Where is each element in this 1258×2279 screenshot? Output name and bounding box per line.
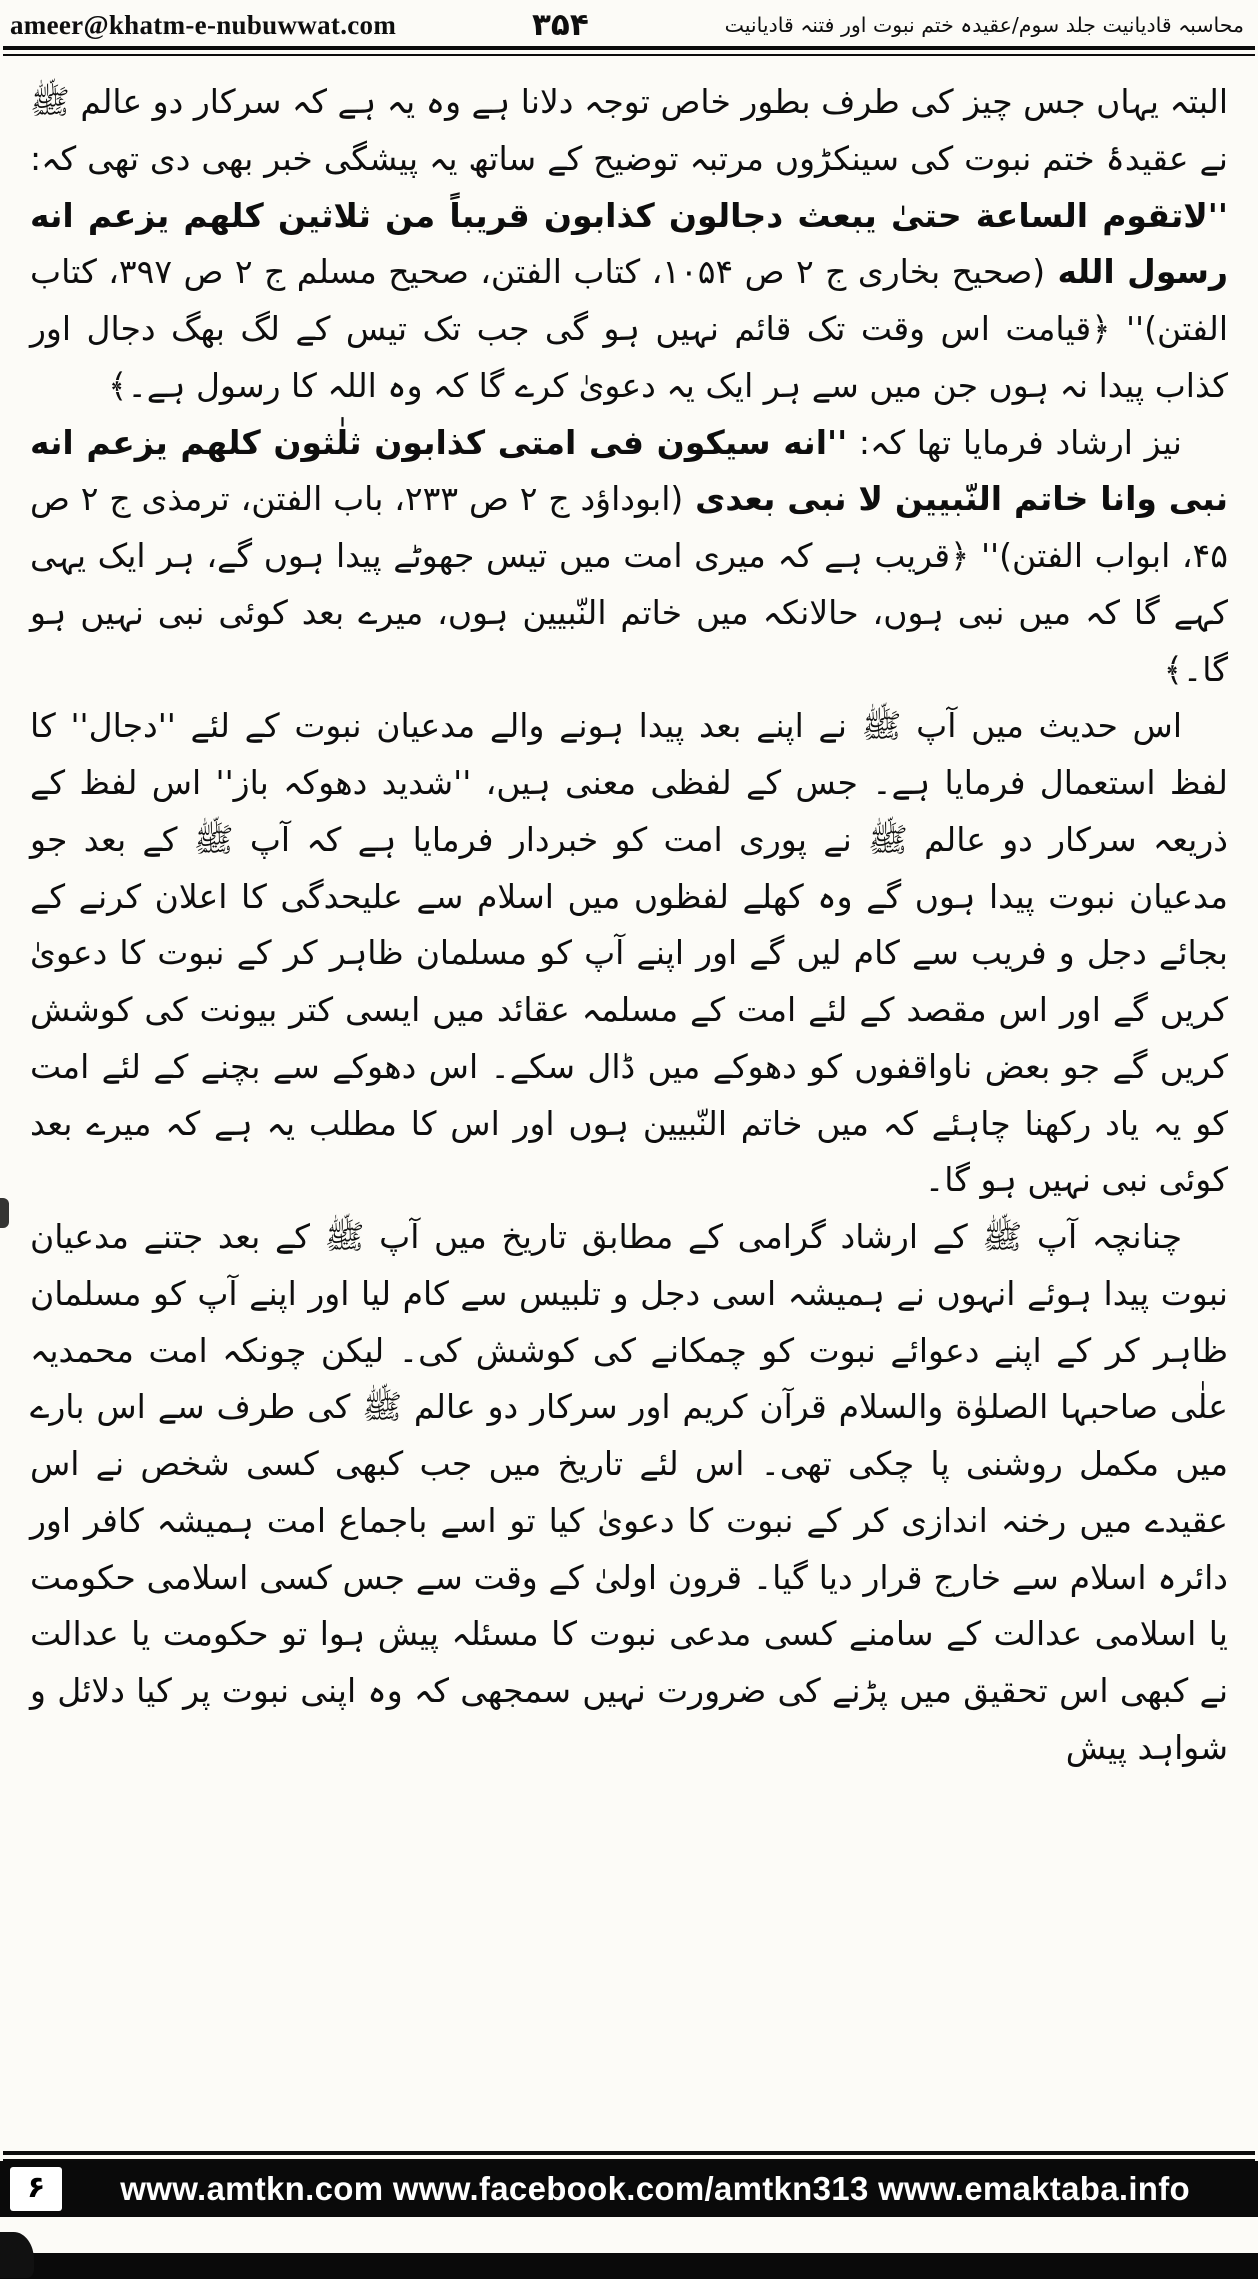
urdu-text: (ابوداؤد ج ۲ ص ۲۳۳، باب الفتن، ترمذی ج ۲ ص ۴۵، ابواب الفتن)''	[30, 479, 1228, 575]
header-page-number: ۳۵۴	[531, 7, 589, 43]
paragraph	[30, 415, 1228, 699]
header-email: ameer@khatm-e-nubuwwat.com	[10, 9, 397, 40]
urdu-text: ﴿قریب ہے کہ میری امت میں تیس جھوٹے پیدا ہوں گے، ہر ایک یہی کہے گا کہ میں نبی ہوں، حالانکہ میں خاتم النّبیین ہوں، میرے بعد کوئی نبی نہیں ہو گا۔﴾	[30, 536, 1228, 689]
urdu-text: نیز ارشاد فرمایا تھا کہ:	[847, 422, 1182, 462]
urdu-text: البتہ یہاں جس چیز کی طرف بطور خاص توجہ دلانا ہے وہ یہ ہے کہ سرکار دو عالم ﷺ نے عقیدۂ ختم نبوت کی سینکڑوں مرتبہ توضیح کے ساتھ یہ پیشگی خبر بھی دی تھی کہ:	[30, 82, 1228, 178]
arabic-hadith-quote: ''انه سیکون فی امتی کذابون ثلٰثون کلهم یزعم انه نبی وانا خاتم النّبیین لا نبی بعدی	[30, 422, 1228, 519]
urdu-text: چنانچہ آپ ﷺ کے ارشاد گرامی کے مطابق تاریخ میں آپ ﷺ کے بعد جتنے مدعیان نبوت پیدا ہوئے انہوں نے ہمیشہ اسی دجل و تلبیس سے کام لیا اور اپنے آپ کو مسلمان ظاہر کر کے اپنے دعوائے نبوت کو چمکانے کی کوشش کی۔ لیکن چونکہ امت محمدیہ علٰی صاحبہا الصلوٰة والسلام قرآن کریم اور سرکار دو عالم ﷺ کی طرف سے اس بارے میں مکمل روشنی پا چکی تھی۔ اس لئے تاریخ میں جب کبھی کسی شخص نے اس عقیدے میں رخنہ اندازی کر کے نبوت کا دعویٰ کیا تو اسے باجماع امت ہمیشہ کافر اور دائرہ اسلام سے خارج قرار دیا گیا۔ قرون اولیٰ کے وقت سے جس کسی اسلامی حکومت یا اسلامی عدالت کے سامنے کسی مدعی نبوت کا مسئلہ پیش ہوا تو حکومت یا عدالت نے کبھی اس تحقیق میں پڑنے کی ضرورت نہیں سمجھی کہ وہ اپنی نبوت پر کیا دلائل و شواہد پیش	[30, 1217, 1228, 1767]
footer-urls: www.amtkn.com www.facebook.com/amtkn313 www.emaktaba.info	[120, 2170, 1191, 2207]
footer-whitespace	[0, 2217, 1258, 2253]
urdu-text: (صحیح بخاری ج ۲ ص ۱۰۵۴، کتاب الفتن، صحیح مسلم ج ۲ ص ۳۹۷، کتاب الفتن)''	[30, 252, 1228, 348]
paragraph	[30, 74, 1228, 415]
header-book-title: محاسبہ قادیانیت جلد سوم/عقیدہ ختم نبوت اور فتنہ قادیانیت	[724, 12, 1244, 37]
scan-artifact	[0, 1198, 9, 1228]
paragraph	[30, 1209, 1228, 1777]
footer-divider-rule	[3, 2151, 1255, 2161]
arabic-hadith-quote: ''لاتقوم الساعة حتیٰ یبعث دجالون کذابون قریباً من ثلاثین کلهم یزعم انه رسول الله	[30, 195, 1228, 292]
header-divider-rule	[3, 46, 1255, 56]
urdu-text: ﴿قیامت اس وقت تک قائم نہیں ہو گی جب تک تیس کے لگ بھگ دجال اور کذاب پیدا نہ ہوں جن میں سے ہر ایک یہ دعویٰ کرے گا کہ وہ اللہ کا رسول ہے۔﴾	[30, 309, 1228, 405]
urdu-text: اس حدیث میں آپ ﷺ نے اپنے بعد پیدا ہونے والے مدعیان نبوت کے لئے ''دجال'' کا لفظ استعمال فرمایا ہے۔ جس کے لفظی معنی ہیں، ''شدید دھوکہ باز'' اس لفظ کے ذریعہ سرکار دو عالم ﷺ نے پوری امت کو خبردار فرمایا ہے کہ آپ ﷺ کے بعد جو مدعیان نبوت پیدا ہوں گے وہ کھلے لفظوں میں اسلام سے علیحدگی کا اعلان کرنے کے بجائے دجل و فریب سے کام لیں گے اور اپنے آپ کو مسلمان ظاہر کر کے نبوت کا دعویٰ کریں گے اور اس مقصد کے لئے امت کے مسلمہ عقائد میں ایسی کتر بیونت کی کوشش کریں گے جو بعض ناواقفوں کو دھوکے میں ڈال سکے۔ اس دھوکے سے بچنے کے لئے امت کو یہ یاد رکھنا چاہئے کہ میں خاتم النّبیین ہوں اور اس کا مطلب یہ ہے کہ میرے بعد کوئی نبی نہیں ہو گا۔	[30, 706, 1228, 1200]
page-body	[0, 56, 1258, 2151]
page-header	[0, 0, 1258, 46]
scan-bottom-edge	[0, 2253, 1258, 2279]
page-footer-bar	[0, 2161, 1258, 2217]
paragraph	[30, 698, 1228, 1209]
footer-page-number: ۶	[10, 2167, 62, 2211]
